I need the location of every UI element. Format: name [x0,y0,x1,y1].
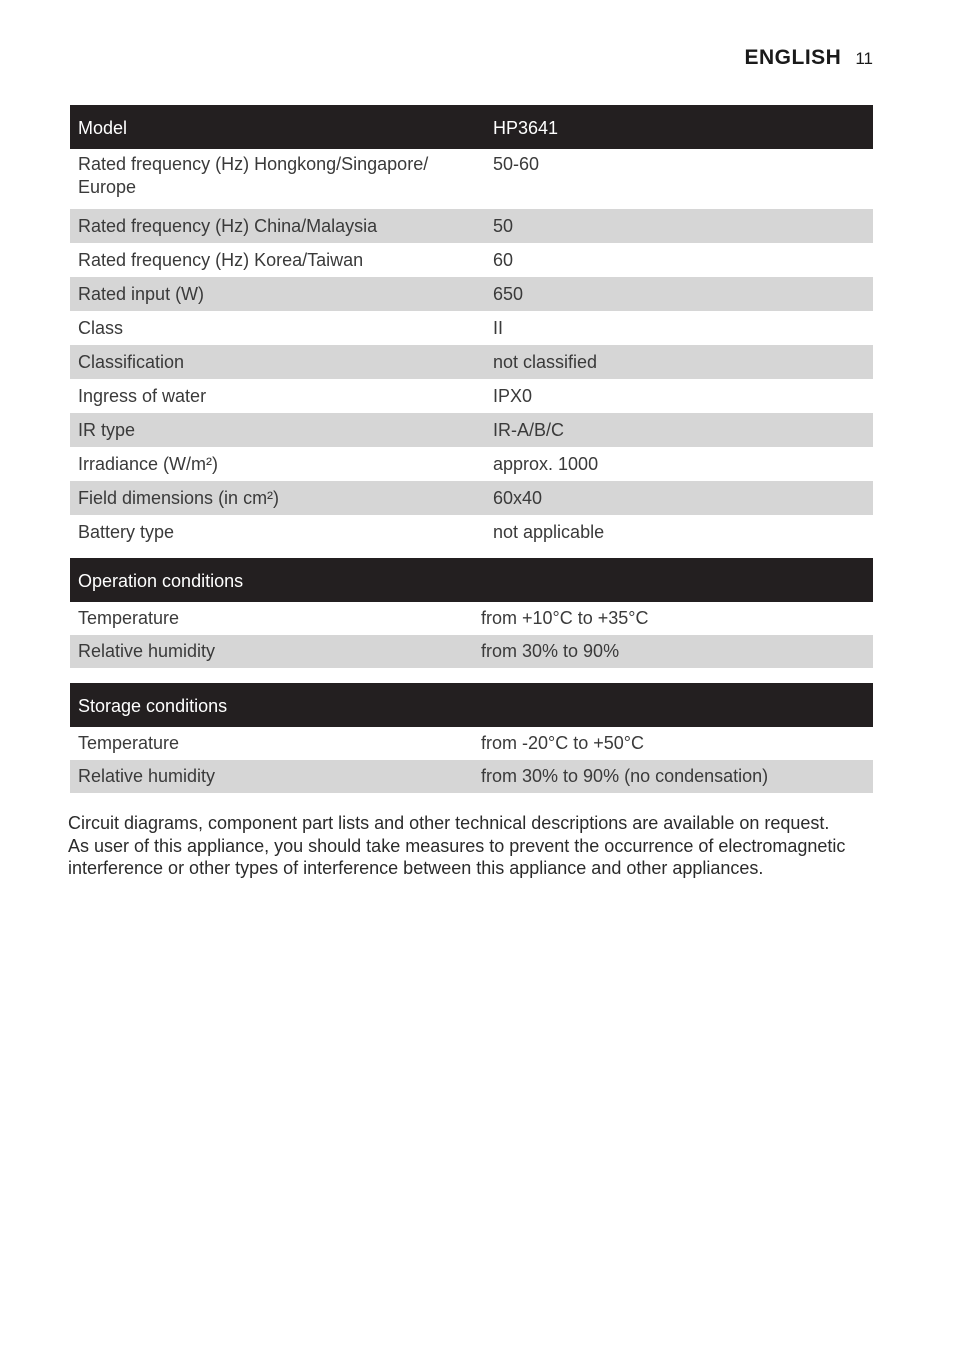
table-header-row [70,683,873,727]
spec-value: 50-60 [493,154,540,174]
spec-value: not applicable [493,521,605,542]
spec-value: IPX0 [493,385,533,406]
spec-value: approx. 1000 [493,453,599,474]
table-row [70,515,873,549]
table-row [70,379,873,413]
table-row [70,243,873,277]
table-row [70,635,873,668]
spec-label: Rated frequency (Hz) Hongkong/Singapore/ Europe [78,154,429,197]
spec-label: IR type [70,413,485,447]
spec-value: not classified [485,345,873,379]
condition-value: from 30% to 90% (no condensation) [473,760,873,793]
spec-label: Battery type [78,521,175,542]
condition-label: Temperature [78,608,180,628]
table-row [70,345,873,379]
spec-label: Irradiance (W/m²) [78,453,219,474]
table-row [70,209,873,243]
technical-notes [68,812,868,880]
interference-note: As user of this appliance, you should take measures to prevent the occurrence of electromagnetic interference or other types of interference between this appliance and other appliances. [68,835,846,878]
condition-value: from 30% to 90% [473,635,873,668]
condition-label: Temperature [78,733,180,753]
condition-label: Relative humidity [70,760,473,793]
table-row [70,413,873,447]
condition-label: Relative humidity [70,635,473,668]
operation-conditions-table [70,558,873,668]
storage-conditions-title: Storage conditions [70,683,873,727]
table-header-row [70,105,873,149]
spec-label: Ingress of water [78,385,207,406]
spec-value: 60 [493,249,514,270]
spec-label: Rated frequency (Hz) China/Malaysia [70,209,485,243]
table-row [70,481,873,515]
table-row [70,277,873,311]
table-row [70,760,873,793]
table-row [70,727,873,760]
spec-value: II [493,317,504,338]
spec-value: 650 [485,277,873,311]
table-row [70,149,873,209]
page-header [745,46,874,70]
condition-value: from -20°C to +50°C [481,733,644,753]
spec-label: Class [78,317,124,338]
spec-label: Rated input (W) [70,277,485,311]
spec-label: Rated frequency (Hz) Korea/Taiwan [78,249,364,270]
column-header-model-number: HP3641 [485,105,873,149]
condition-value: from +10°C to +35°C [481,608,649,628]
page-number: 11 [855,49,873,68]
circuit-diagrams-note: Circuit diagrams, component part lists and other technical descriptions are available on request. [68,813,830,833]
spec-value: IR-A/B/C [485,413,873,447]
spec-label: Field dimensions (in cm²) [70,481,485,515]
spec-value: 50 [485,209,873,243]
language-label: ENGLISH [744,46,842,69]
table-row [70,602,873,635]
spec-label: Classification [70,345,485,379]
specifications-table [70,105,873,549]
spec-value: 60x40 [485,481,873,515]
table-header-row [70,558,873,602]
table-row [70,447,873,481]
column-header-model: Model [70,105,485,149]
storage-conditions-table [70,683,873,793]
operation-conditions-title: Operation conditions [70,558,873,602]
table-row [70,311,873,345]
